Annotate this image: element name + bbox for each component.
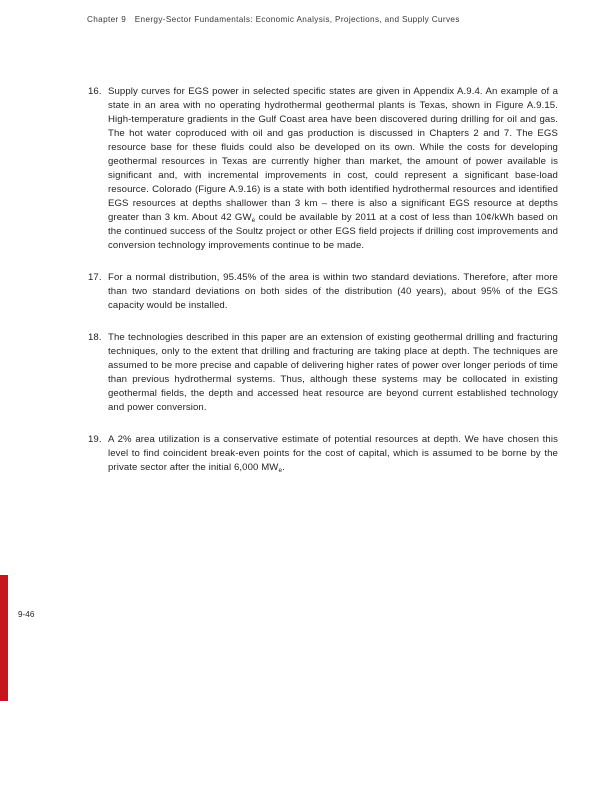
chapter-title: Energy-Sector Fundamentals: Economic Analysis, Projections, and Supply Curves [134,15,460,24]
endnote-text: The technologies described in this paper are an extension of existing geothermal drilling and fracturing techniques, only to the extent that drilling and fracturing are taking place at depth. The techniques are assumed to be more precise and capable of delivering higher rates of power over longer periods of time than previous hydrothermal systems. Thus, although these systems may be collocated in existing geothermal fields, the depth and accessed heat resource are beyond current established technology and power conversion. [108,332,558,413]
endnote-16 [88,85,558,253]
endnote-text-part: Supply curves for EGS power in selected specific states are given in Appendix A.9.4. An example of a state in an area with no operating hydrothermal geothermal plants is Texas, shown in Figure A.9.15. High-temperature gradients in the Gulf Coast area have been discovered during drilling for oil and gas. The hot water coproduced with oil and gas production is discussed in Chapters 2 and 7. The EGS resource base for these fluids could also be developed on its own. While the costs for developing geothermal resources in Texas are currently higher than market, the amount of power available is significant and, with incremental improvements in cost, could represent a significant base-load resource. Colorado (Figure A.9.16) is a state with both identified hydrothermal resources and identified EGS resources at depths shallower than 3 km – there is also a significant EGS resource at depths greater than 3 km. About 42 GW [108,86,558,223]
endnote-text-part: could be available by 2011 at a cost of less than 10¢/kWh based on the continued success of the Soultz project or other EGS field projects if drilling cost improvements and conversion technology improvements continue to be made. [108,212,558,251]
endnote-number: 17. [88,272,102,283]
endnote-text [108,85,558,253]
endnote-text-part: . [282,462,285,473]
page-number: 9-46 [18,610,35,619]
endnote-text-part: A 2% area utilization is a conservative estimate of potential resources at depth. We have chosen this level to find coincident break-even points for the cost of capital, which is assumed to be borne by the private sector after the initial 6,000 MW [108,434,558,473]
endnote-text [108,433,558,475]
endnote-17 [88,271,558,313]
chapter-label: Chapter 9 [87,15,127,24]
subscript: e [251,217,256,224]
endnote-number: 18. [88,332,102,343]
endnote-number: 19. [88,434,102,445]
chapter-color-bar [0,575,8,701]
running-header [87,15,460,24]
endnote-18 [88,331,558,415]
endnote-19 [88,433,558,475]
endnotes-list [88,85,558,493]
endnote-number: 16. [88,86,102,97]
endnote-text: For a normal distribution, 95.45% of the area is within two standard deviations. Therefore, after more than two standard deviations on both sides of the distribution (40 years), about 95% of the EGS capacity would be installed. [108,272,558,311]
subscript: e [278,467,283,474]
